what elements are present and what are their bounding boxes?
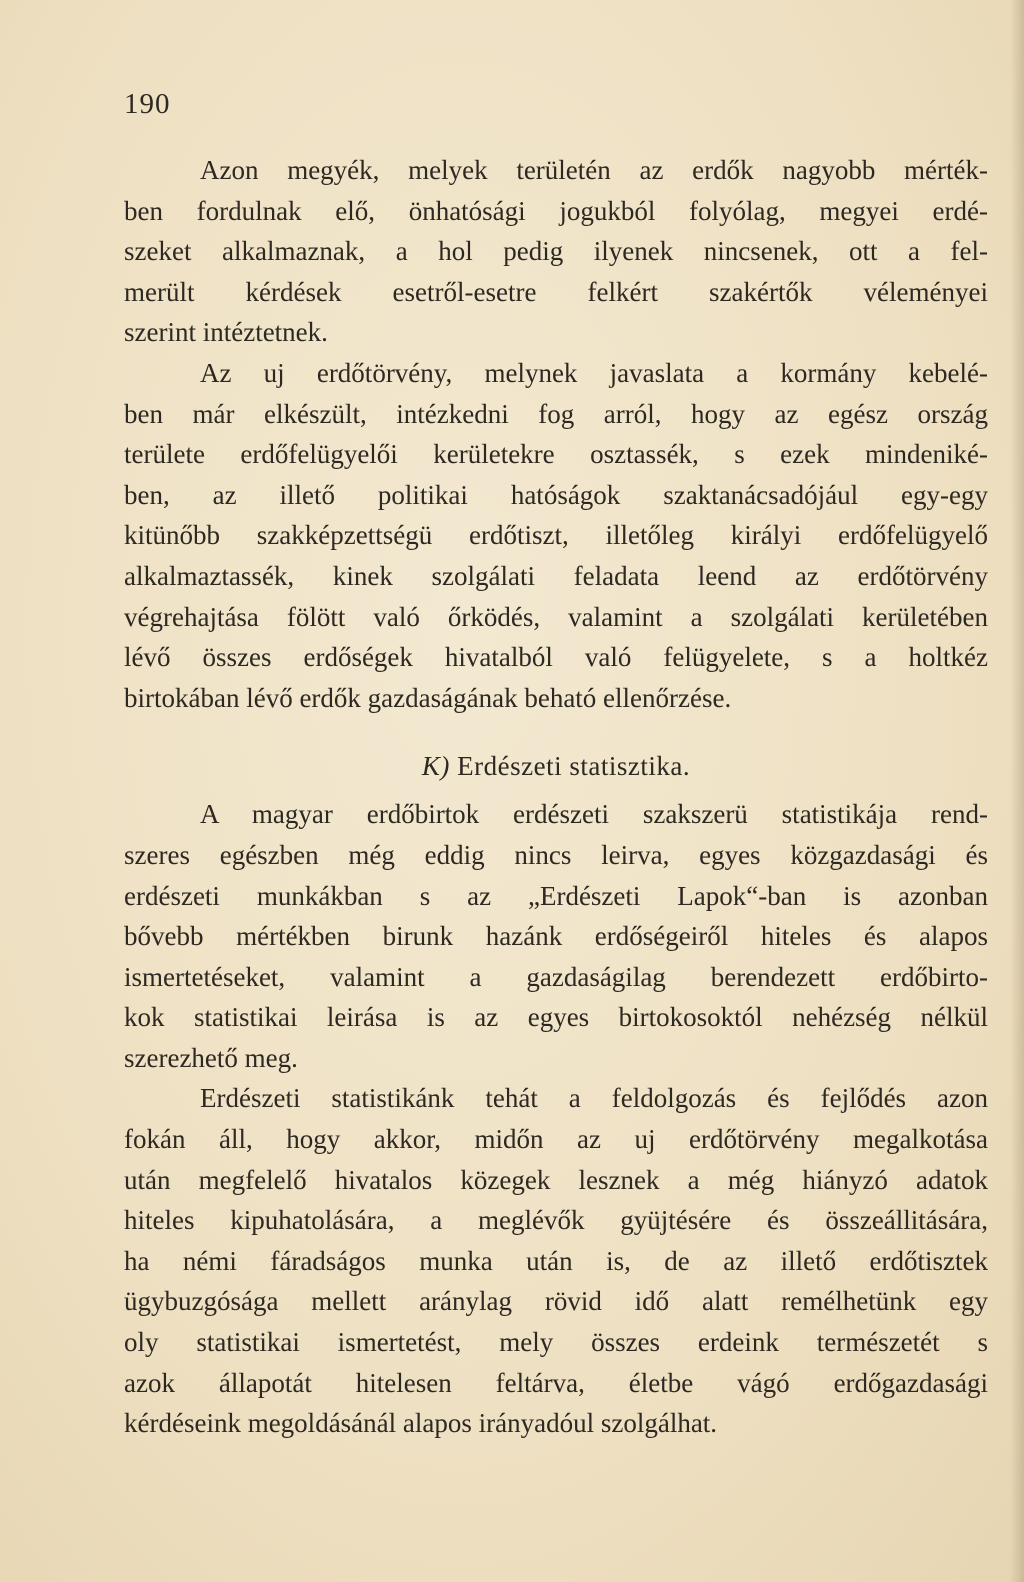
section-title: Erdészeti statisztika. bbox=[457, 751, 691, 782]
text-line: hiteles kipuhatolására, a meglévők gyüjtésére és összeállitására, bbox=[124, 1205, 988, 1236]
text-line: Az uj erdőtörvény, melynek javaslata a kormány kebelé- bbox=[200, 357, 988, 388]
text-line: szeket alkalmaznak, a hol pedig ilyenek nincsenek, ott a fel- bbox=[124, 236, 988, 267]
text-line: azok állapotát hitelesen feltárva, életbe vágó erdőgazdasági bbox=[124, 1367, 988, 1398]
text-line: ben, az illető politikai hatóságok szaktanácsadójául egy-egy bbox=[124, 479, 988, 510]
text-line: végrehajtása fölött való őrködés, valamint a szolgálati kerületében bbox=[124, 601, 988, 632]
text-line: A magyar erdőbirtok erdészeti szakszerü statistikája rend- bbox=[200, 799, 988, 830]
text-line: területe erdőfelügyelői kerületekre osztassék, s ezek mindeniké- bbox=[124, 439, 988, 470]
text-line: ben már elkészült, intézkedni fog arról, hogy az egész ország bbox=[124, 398, 988, 429]
text-line: birtokában lévő erdők gazdaságának beható ellenőrzése. bbox=[124, 682, 732, 713]
paragraph-2 bbox=[124, 353, 988, 718]
text-line: Erdészeti statistikánk tehát a feldolgozás és fejlődés azon bbox=[200, 1083, 988, 1114]
text-line: kérdéseink megoldásánál alapos irányadóul szolgálhat. bbox=[124, 1408, 718, 1439]
paragraph-3 bbox=[124, 794, 988, 1078]
text-line: fokán áll, hogy akkor, midőn az uj erdőtörvény megalkotása bbox=[124, 1124, 988, 1155]
section-heading bbox=[124, 742, 988, 790]
text-line: szeres egészben még eddig nincs leirva, egyes közgazdasági és bbox=[124, 839, 988, 870]
page-edge-shadow bbox=[1010, 0, 1024, 1582]
text-line: erdészeti munkákban s az „Erdészeti Lapok“-ban is azonban bbox=[124, 880, 988, 911]
text-line: ismertetéseket, valamint a gazdaságilag berendezett erdőbirto- bbox=[124, 961, 988, 992]
text-line: Azon megyék, melyek területén az erdők nagyobb mérték- bbox=[200, 155, 988, 185]
text-line: ügybuzgósága mellett aránylag rövid idő alatt remélhetünk egy bbox=[124, 1286, 988, 1317]
text-line: után megfelelő hivatalos közegek lesznek a még hiányzó adatok bbox=[124, 1164, 988, 1195]
text-line: lévő összes erdőségek hivatalból való felügyelete, s a holtkéz bbox=[124, 642, 988, 673]
text-line: bővebb mértékben birunk hazánk erdőségeiről hiteles és alapos bbox=[124, 921, 988, 952]
text-line: szerezhető meg. bbox=[124, 1042, 298, 1073]
text-line: ha némi fáradságos munka után is, de az illető erdőtisztek bbox=[124, 1245, 988, 1276]
text-line: oly statistikai ismertetést, mely összes erdeink természetét s bbox=[124, 1327, 988, 1358]
text-line: kok statistikai leirása is az egyes birtokosoktól nehézség nélkül bbox=[124, 1002, 988, 1033]
text-line: szerint intéztetnek. bbox=[124, 317, 328, 348]
body-text bbox=[124, 150, 988, 1444]
page-number: 190 bbox=[124, 88, 171, 120]
text-line: alkalmaztassék, kinek szolgálati feladata leend az erdőtörvény bbox=[124, 560, 988, 591]
text-line: merült kérdések esetről-esetre felkért szakértők véleményei bbox=[124, 276, 988, 307]
paragraph-4 bbox=[124, 1078, 988, 1443]
text-line: ben fordulnak elő, önhatósági jogukból folyólag, megyei erdé- bbox=[124, 195, 988, 226]
text-line: kitünőbb szakképzettségü erdőtiszt, illetőleg királyi erdőfelügyelő bbox=[124, 520, 988, 551]
section-letter: K) bbox=[421, 751, 450, 782]
paragraph-1 bbox=[124, 150, 988, 353]
